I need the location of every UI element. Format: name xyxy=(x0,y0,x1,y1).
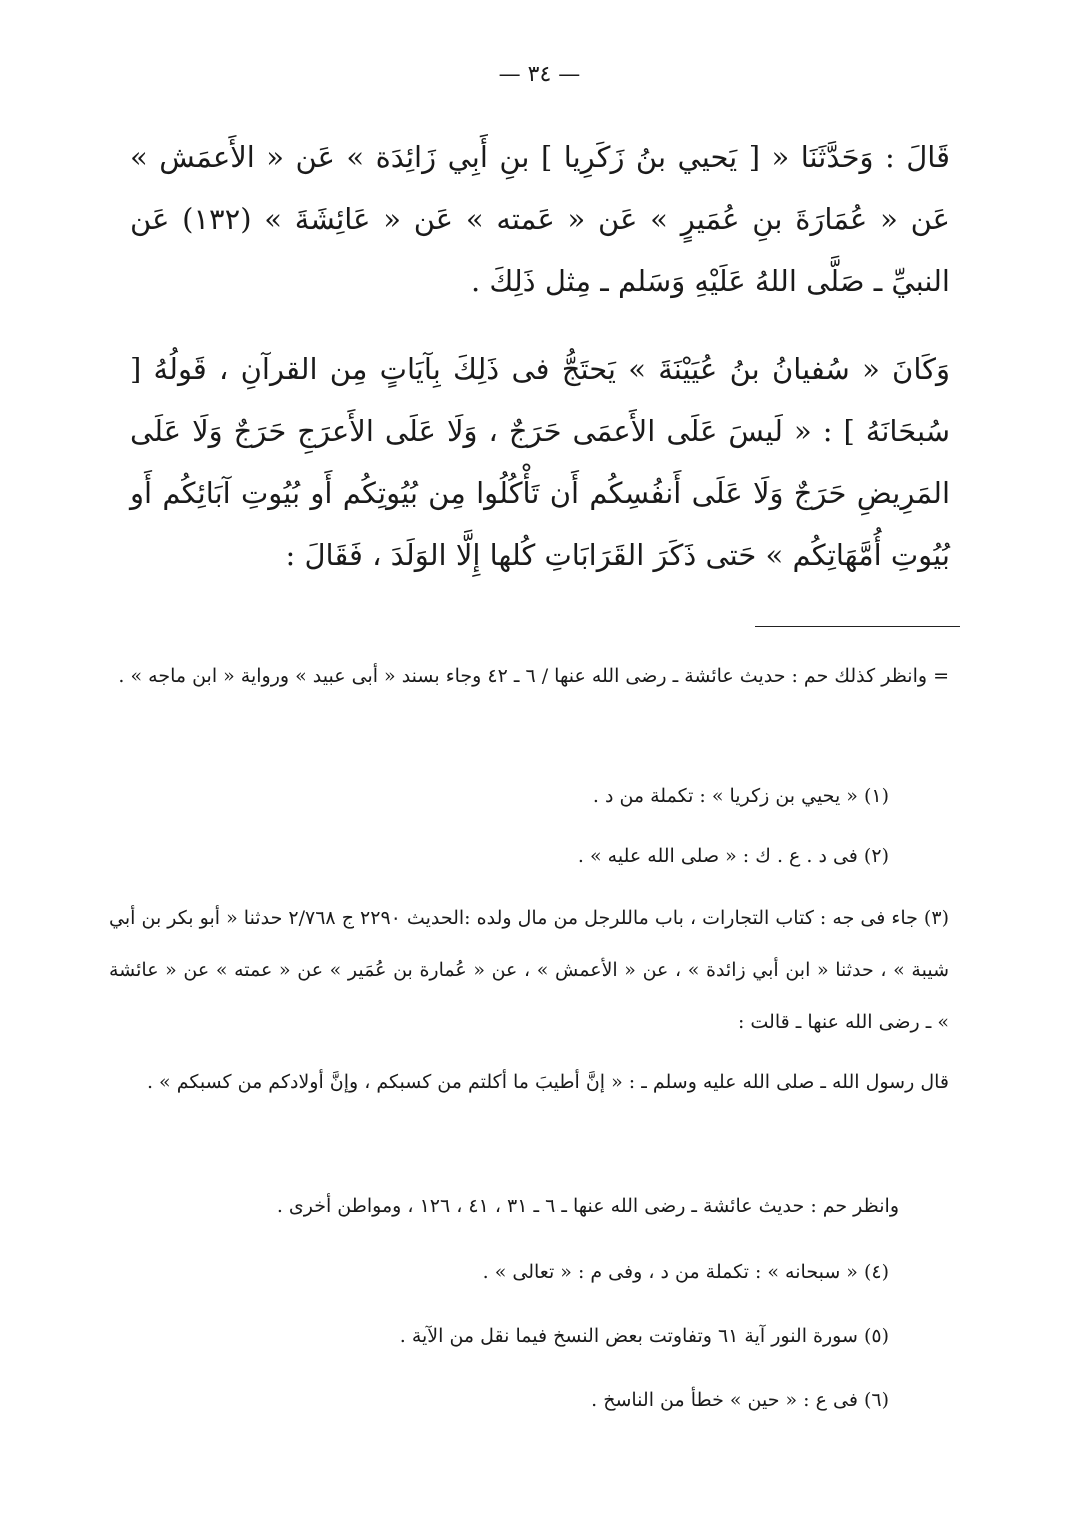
footnote-6: (٦) فى ع : « حين » خطأ من الناسخ . xyxy=(591,1389,889,1411)
footnote-3-see-also: وانظر حم : حديث عائشة ـ رضى الله عنها ـ ٦ ـ ٣١ ، ٤١ ، ١٢٦ ، ومواطن أخرى . xyxy=(276,1195,899,1217)
page-number: — ٣٤ — xyxy=(498,62,581,87)
footnote-continuation: = وانظر كذلك حم : حديث عائشة ـ رضى الله عنها / ٦ ـ ٤٢ وجاء بسند « أبى عبيد » ورواية « ابن ماجه » . xyxy=(118,665,949,687)
footnote-separator xyxy=(755,626,960,627)
main-paragraph-1: قَالَ : وَحَدَّثَنَا « [ يَحيي بنُ زَكَرِيا ] بنِ أَبِي زَائِدَة » عَن « الأَعمَش » عَن « عُمَارَةَ بنِ عُمَيرٍ » عَن « عَمته » عَن « عَائِشَةَ » (١٣٢) عَن النبيِّ ـ صَلَّى اللهُ عَلَيْهِ وَسَلم ـ مِثل ذَلِكَ . xyxy=(130,140,950,298)
footnote-3-quote: قال رسول الله ـ صلى الله عليه وسلم ـ : « إنَّ أطيبَ ما أكلتم من كسبكم ، وإنَّ أولادكم من كسبكم » . xyxy=(146,1071,949,1093)
footnote-3: (٣) جاء فى جه : كتاب التجارات ، باب ماللرجل من مال ولده :الحديث ٢٢٩٠ ج ٢/٧٦٨ حدثنا « أبو بكر بن أبي شيبة » ، حدثنا « ابن أبي زائدة » ، عن « الأعمش » ، عن « عُمارة بن عُمَير » عن « عمته » عن « عائشة » ـ رضى الله عنها ـ قالت : xyxy=(109,907,949,1033)
footnote-2: (٢) فى د . ع . ك : « صلى الله عليه » . xyxy=(577,845,889,867)
main-paragraph-2: وَكَانَ « سُفيانُ بنُ عُيَيْنَةَ » يَحتَجُّ فى ذَلِكَ بِآيَاتٍ مِن القرآنِ ، قَولُهُ [ سُبحَانَهُ ] : « لَيسَ عَلَى الأَعمَى حَرَجٌ ، وَلَا عَلَى الأَعرَجِ حَرَجٌ وَلَا عَلَى المَرِيضِ حَرَجٌ وَلَا عَلَى أَنفُسِكُم أَن تَأْكُلُوا مِن بُيُوتِكُم أَو بُيُوتِ آبَائِكُم أَو بُيُوتِ أُمَّهَاتِكُم » حَتى ذَكَرَ القَرَابَاتِ كُلها إِلَّا الوَلَدَ ، فَقَالَ : xyxy=(130,352,950,572)
footnote-5: (٥) سورة النور آية ٦١ وتفاوتت بعض النسخ فيما نقل من الآية . xyxy=(399,1325,889,1347)
footnote-1: (١) « يحيي بن زكريا » : تكملة من د . xyxy=(592,785,889,807)
footnote-4: (٤) « سبحانه » : تكملة من د ، وفى م : « تعالى » . xyxy=(482,1261,889,1283)
